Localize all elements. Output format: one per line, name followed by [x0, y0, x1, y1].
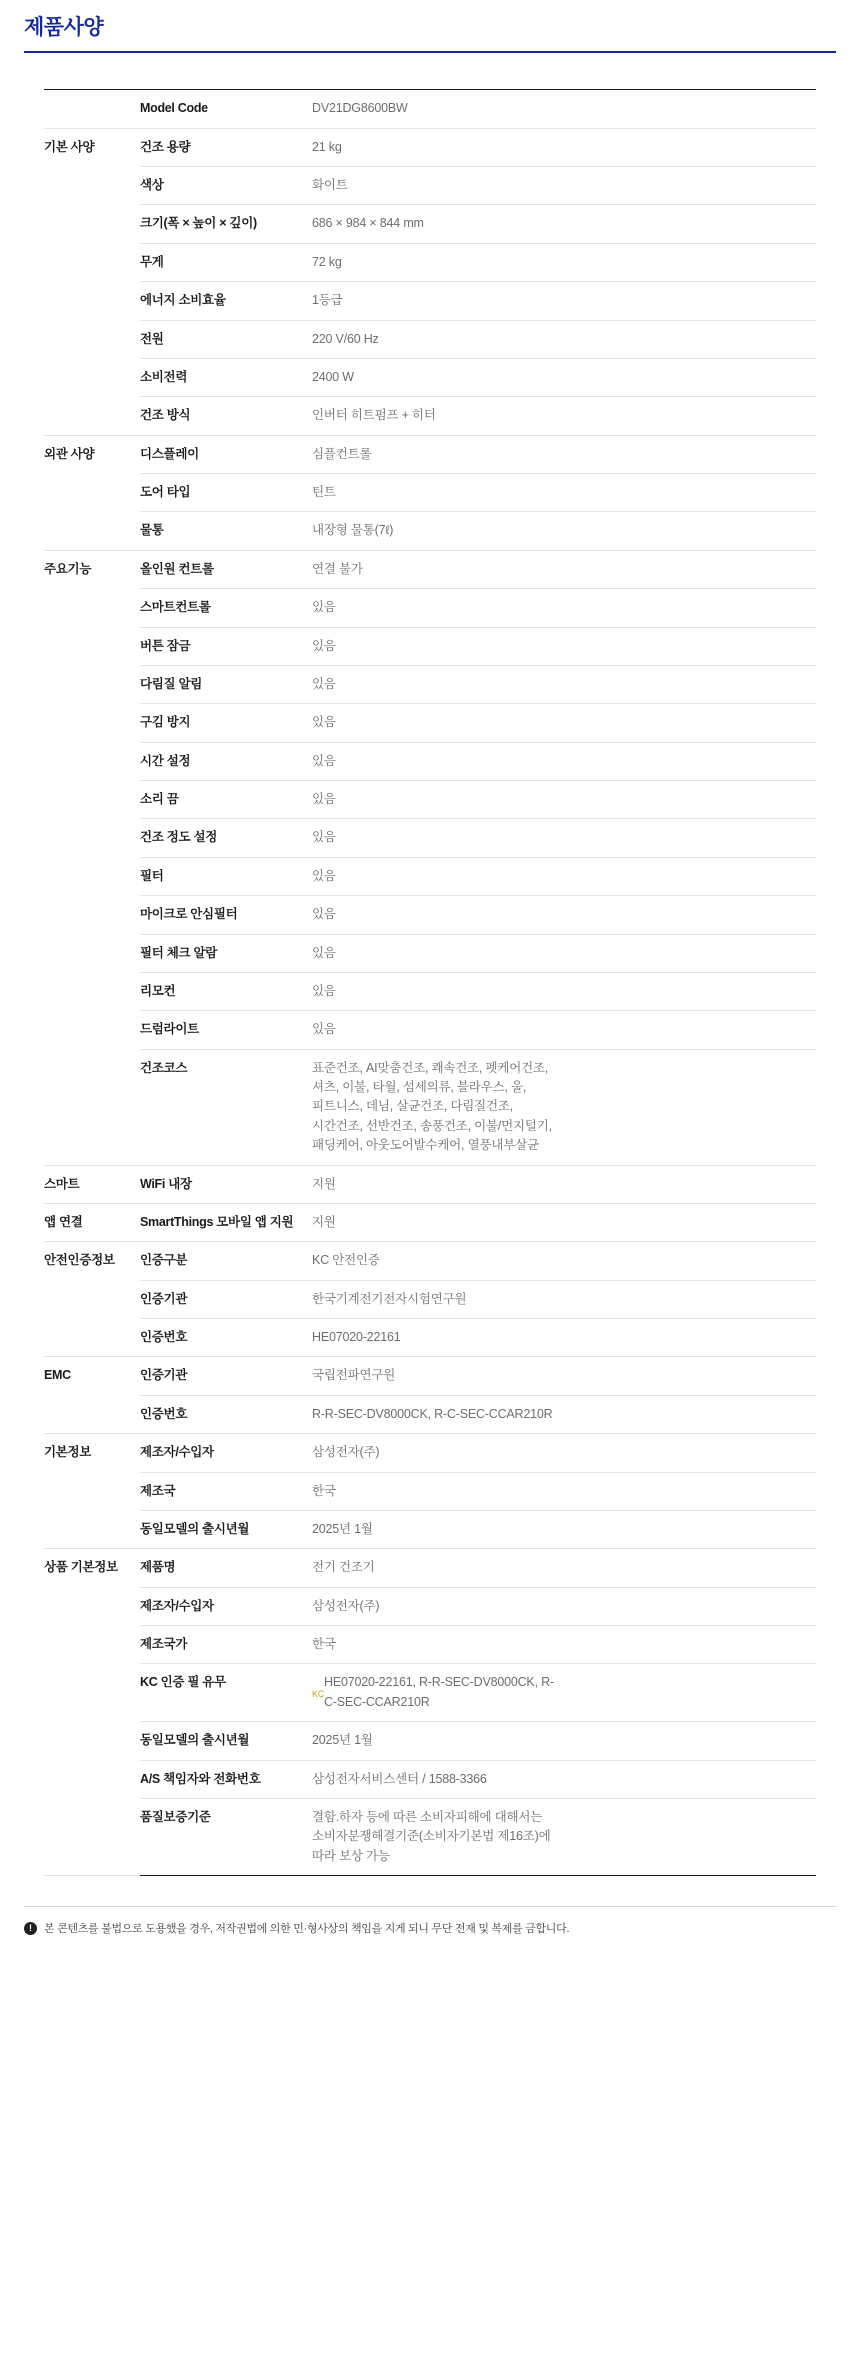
spec-item-label: 필터 [140, 857, 312, 895]
spec-item-label: 인증기관 [140, 1357, 312, 1395]
spec-item-value: 2025년 1월 [312, 1510, 816, 1548]
table-row [44, 550, 816, 588]
spec-item-value: 2400 W [312, 358, 816, 396]
spec-group-label: 안전인증정보 [44, 1242, 140, 1357]
spec-item-value: 삼성전자서비스센터 / 1588-3366 [312, 1760, 816, 1798]
spec-group-label: 앱 연결 [44, 1203, 140, 1241]
spec-item-label: Model Code [140, 90, 312, 128]
spec-group-label: 상품 기본정보 [44, 1549, 140, 1876]
spec-item-value: 한국기계전기전자시험연구원 [312, 1280, 816, 1318]
spec-item-label: 전원 [140, 320, 312, 358]
spec-item-label: 동일모델의 출시년월 [140, 1510, 312, 1548]
table-row [44, 857, 816, 895]
spec-item-label: 건조코스 [140, 1049, 312, 1165]
table-row [44, 1280, 816, 1318]
spec-item-value: 한국 [312, 1626, 816, 1664]
spec-table [44, 89, 816, 1876]
spec-item-value [312, 1395, 816, 1433]
table-row [44, 1242, 816, 1280]
table-row [44, 819, 816, 857]
spec-item-label: 제조국 [140, 1472, 312, 1510]
table-row [44, 896, 816, 934]
spec-item-value: 화이트 [312, 167, 816, 205]
spec-item-label: SmartThings 모바일 앱 지원 [140, 1203, 312, 1241]
spec-item-label: 버튼 잠금 [140, 627, 312, 665]
spec-item-label: 구김 방지 [140, 704, 312, 742]
table-row [44, 128, 816, 166]
spec-value-text: 결함.하자 등에 따른 소비자피해에 대해서는 소비자분쟁해결기준(소비자기본법 제16조)에 따라 보상 가능 [312, 1809, 551, 1863]
spec-item-label: 시간 설정 [140, 742, 312, 780]
spec-item-label: 소비전력 [140, 358, 312, 396]
spec-item-value: 686 × 984 × 844 mm [312, 205, 816, 243]
spec-item-label: 디스플레이 [140, 435, 312, 473]
spec-item-value: HE07020-22161 [312, 1319, 816, 1357]
table-row [44, 665, 816, 703]
spec-item-value: 있음 [312, 589, 816, 627]
spec-item-label: 물통 [140, 512, 312, 550]
spec-item-value: 국립전파연구원 [312, 1357, 816, 1395]
spec-item-value: 있음 [312, 704, 816, 742]
spec-item-value: 있음 [312, 665, 816, 703]
spec-group-label: 주요기능 [44, 550, 140, 1165]
spec-item-label: 품질보증기준 [140, 1798, 312, 1875]
table-row [44, 1510, 816, 1548]
spec-item-label: 제조자/수입자 [140, 1434, 312, 1472]
table-row [44, 358, 816, 396]
spec-item-value: 있음 [312, 934, 816, 972]
spec-item-value: 지원 [312, 1165, 816, 1203]
table-row [44, 1434, 816, 1472]
spec-item-label: 다림질 알림 [140, 665, 312, 703]
spec-item-label: 건조 방식 [140, 397, 312, 435]
table-row [44, 1357, 816, 1395]
spec-group-label [44, 90, 140, 128]
title-divider [24, 51, 836, 53]
table-row [44, 1049, 816, 1165]
table-row [44, 1011, 816, 1049]
spec-item-value: 21 kg [312, 128, 816, 166]
spec-item-value: 있음 [312, 819, 816, 857]
table-row [44, 1760, 816, 1798]
table-row [44, 512, 816, 550]
copyright-notice: 본 콘텐츠를 불법으로 도용했을 경우, 저작권법에 의한 민·형사상의 책임을 지게 되니 무단 전재 및 복제를 금합니다. [44, 1923, 570, 1936]
spec-item-value: 내장형 물통(7ℓ) [312, 512, 816, 550]
spec-item-value: 있음 [312, 742, 816, 780]
table-row [44, 1549, 816, 1587]
spec-item-label: 제조자/수입자 [140, 1587, 312, 1625]
spec-item-label: 올인원 컨트롤 [140, 550, 312, 588]
spec-item-label: WiFi 내장 [140, 1165, 312, 1203]
spec-item-label: 에너지 소비효율 [140, 282, 312, 320]
table-row [44, 1472, 816, 1510]
table-row [44, 243, 816, 281]
spec-item-label: A/S 책임자와 전화번호 [140, 1760, 312, 1798]
spec-item-label: 마이크로 안심필터 [140, 896, 312, 934]
spec-item-label: 인증번호 [140, 1395, 312, 1433]
table-row [44, 90, 816, 128]
spec-item-value: DV21DG8600BW [312, 90, 816, 128]
page-title: 제품사양 [24, 16, 104, 39]
spec-item-value: KC 안전인증 [312, 1242, 816, 1280]
spec-group-label: 기본 사양 [44, 128, 140, 435]
spec-item-label: 드럼라이트 [140, 1011, 312, 1049]
table-row [44, 1798, 816, 1875]
spec-table-wrapper [44, 89, 816, 1876]
spec-item-label: 동일모델의 출시년월 [140, 1722, 312, 1760]
spec-item-value: 1등급 [312, 282, 816, 320]
spec-value-text: 표준건조, AI맞춤건조, 쾌속건조, 펫케어건조, 셔츠, 이불, 타월, 섬세의류, 블라우스, 울, 피트니스, 데님, 살균건조, 다림질건조, 시간건조, 선반건조, 송풍건조, 이불/먼지털기, 패딩케어, 아웃도어발수케어, 열풍내부살균 [312, 1060, 552, 1153]
table-row [44, 972, 816, 1010]
table-row [44, 1664, 816, 1722]
spec-group-label: 스마트 [44, 1165, 140, 1203]
spec-item-value [312, 1664, 816, 1722]
table-row [44, 1587, 816, 1625]
spec-item-label: 인증구분 [140, 1242, 312, 1280]
kc-certification-value: KC HE07020-22161, R-R-SEC-DV8000CK, R-C-SEC-CCAR210R [312, 1675, 554, 1709]
page-header [0, 0, 860, 41]
table-row [44, 1165, 816, 1203]
table-row [44, 1203, 816, 1241]
spec-item-label: 건조 정도 설정 [140, 819, 312, 857]
spec-item-label: 건조 용량 [140, 128, 312, 166]
spec-item-value: 72 kg [312, 243, 816, 281]
spec-group-label: EMC [44, 1357, 140, 1434]
spec-item-label: 크기(폭 × 높이 × 깊이) [140, 205, 312, 243]
spec-item-value: 삼성전자(주) [312, 1434, 816, 1472]
spec-item-label: 소리 끔 [140, 781, 312, 819]
table-row [44, 589, 816, 627]
spec-item-value: 있음 [312, 627, 816, 665]
copyright-footer [24, 1906, 836, 1938]
table-row [44, 742, 816, 780]
table-row [44, 474, 816, 512]
table-row [44, 781, 816, 819]
kc-mark-icon: KC [312, 1689, 325, 1700]
table-row [44, 1722, 816, 1760]
spec-item-value: 있음 [312, 857, 816, 895]
table-row [44, 320, 816, 358]
spec-item-label: 제조국가 [140, 1626, 312, 1664]
spec-item-value: 지원 [312, 1203, 816, 1241]
spec-item-label: 필터 체크 알람 [140, 934, 312, 972]
table-row [44, 435, 816, 473]
spec-item-value: 2025년 1월 [312, 1722, 816, 1760]
spec-item-value: 틴트 [312, 474, 816, 512]
spec-item-label: KC 인증 필 유무 [140, 1664, 312, 1722]
table-row [44, 627, 816, 665]
spec-item-value: 한국 [312, 1472, 816, 1510]
spec-group-label: 기본정보 [44, 1434, 140, 1549]
spec-item-label: 인증기관 [140, 1280, 312, 1318]
table-row [44, 1395, 816, 1433]
table-row [44, 934, 816, 972]
spec-item-value: 삼성전자(주) [312, 1587, 816, 1625]
spec-item-value: 연결 불가 [312, 550, 816, 588]
spec-item-value: 220 V/60 Hz [312, 320, 816, 358]
spec-item-label: 도어 타입 [140, 474, 312, 512]
spec-item-value: 있음 [312, 781, 816, 819]
spec-item-label: 제품명 [140, 1549, 312, 1587]
spec-item-label: 인증번호 [140, 1319, 312, 1357]
table-row [44, 1626, 816, 1664]
spec-item-value [312, 1798, 816, 1875]
table-row [44, 167, 816, 205]
spec-item-value [312, 1049, 816, 1165]
spec-item-label: 스마트컨트롤 [140, 589, 312, 627]
table-row [44, 282, 816, 320]
exclamation-icon: ! [24, 1922, 37, 1935]
table-row [44, 397, 816, 435]
spec-item-value: 있음 [312, 896, 816, 934]
table-row [44, 704, 816, 742]
spec-item-value: 전기 건조기 [312, 1549, 816, 1587]
spec-item-label: 무게 [140, 243, 312, 281]
table-row [44, 205, 816, 243]
spec-item-label: 리모컨 [140, 972, 312, 1010]
spec-group-label: 외관 사양 [44, 435, 140, 550]
spec-value-text: R-R-SEC-DV8000CK, R-C-SEC-CCAR210R [312, 1406, 553, 1421]
spec-item-value: 있음 [312, 972, 816, 1010]
spec-item-value: 심플컨트롤 [312, 435, 816, 473]
spec-item-label: 색상 [140, 167, 312, 205]
spec-item-value: 인버터 히트펌프 + 히터 [312, 397, 816, 435]
spec-item-value: 있음 [312, 1011, 816, 1049]
table-row [44, 1319, 816, 1357]
